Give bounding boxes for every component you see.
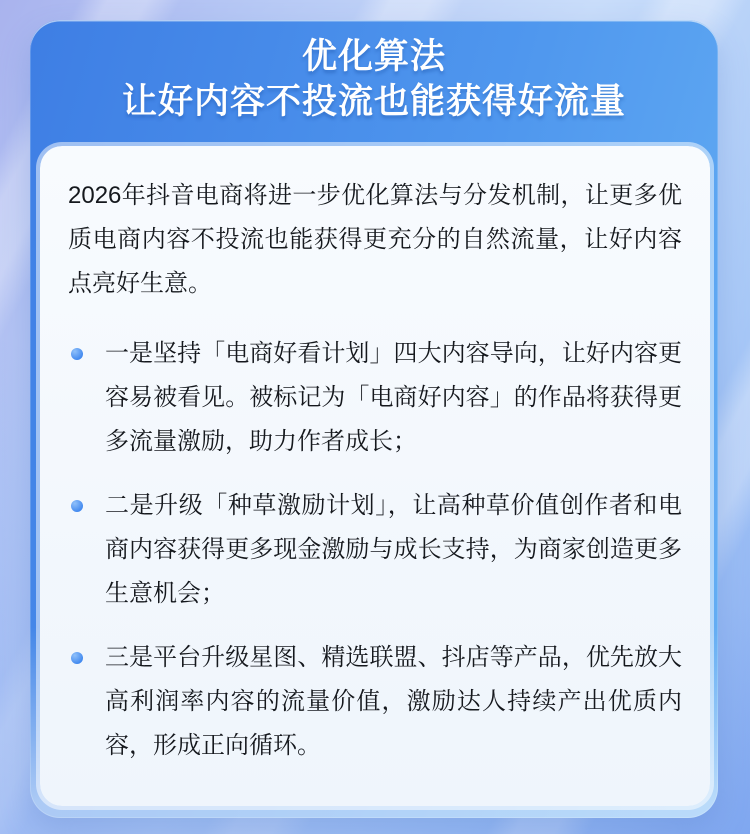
content-card bbox=[36, 142, 714, 810]
poster-title-line-1: 优化算法 bbox=[301, 37, 446, 76]
bullet-text-1: 一是坚持「电商好看计划」四大内容导向，让好内容更容易被看见。被标记为「电商好内容」的作品将获得更多流量激励，助力作者成长； bbox=[105, 340, 682, 455]
poster-card bbox=[30, 20, 718, 818]
intro-paragraph: 2026年抖音电商将进一步优化算法与分发机制，让更多优质电商内容不投流也能获得更充分的自然流量，让好内容点亮好生意。 bbox=[68, 182, 682, 297]
bullet-dot-icon bbox=[71, 652, 83, 664]
poster-title bbox=[30, 20, 718, 124]
bullet-item-1 bbox=[68, 332, 682, 464]
bullet-dot-icon bbox=[71, 348, 83, 360]
bullet-text-2: 二是升级「种草激励计划」，让高种草价值创作者和电商内容获得更多现金激励与成长支持，为商家创造更多生意机会； bbox=[105, 492, 682, 607]
bullet-text-3: 三是平台升级星图、精选联盟、抖店等产品，优先放大高利润率内容的流量价值，激励达人持续产出优质内容，形成正向循环。 bbox=[105, 644, 682, 759]
bullet-list bbox=[68, 332, 682, 768]
bullet-item-3 bbox=[68, 636, 682, 768]
bullet-dot-icon bbox=[71, 500, 83, 512]
poster-title-line-2: 让好内容不投流也能获得好流量 bbox=[121, 82, 626, 121]
bullet-item-2 bbox=[68, 484, 682, 616]
